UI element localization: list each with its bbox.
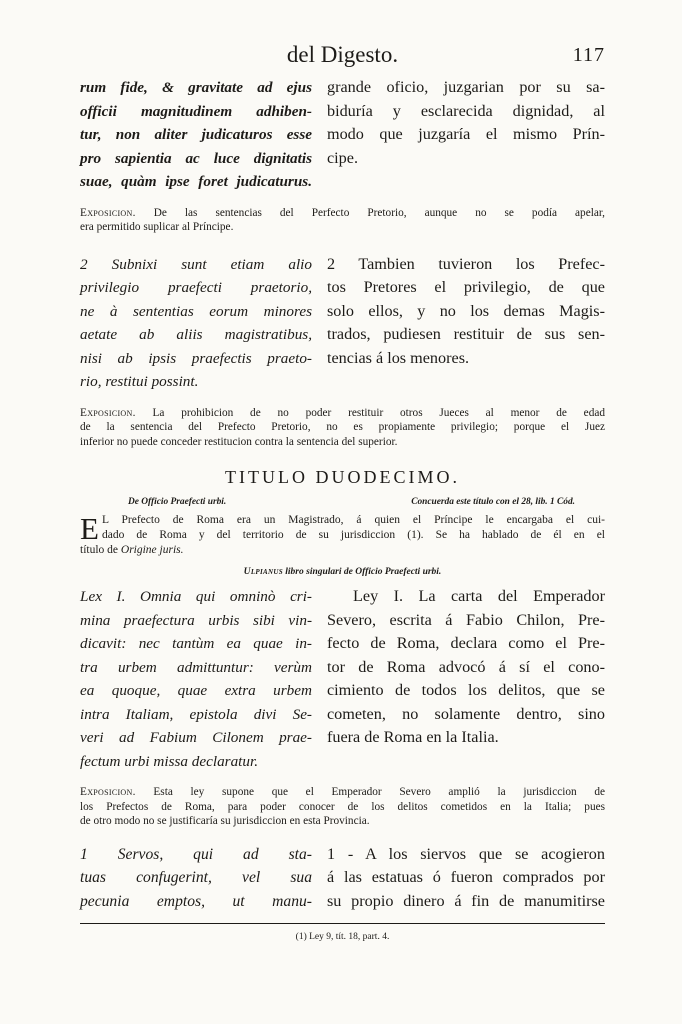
text-line: pecunia emptos, ut manu- <box>80 892 312 910</box>
latin-text-2 <box>80 253 312 394</box>
text-line: Severo, escrita á Fabio Chilon, Pre- <box>327 610 605 629</box>
text-line: cipe. <box>327 148 359 167</box>
text-line: solo ellos, y no los demas Magis- <box>327 301 605 320</box>
work-title: libro singulari de Officio Praefecti urbi. <box>285 567 442 577</box>
exposicion-label: Exposicion. <box>80 206 136 219</box>
text-line: 1 - A los siervos que se acogieron <box>327 844 605 863</box>
text-line: inferior no puede conceder restitucion contra la sentencia del superior. <box>80 435 398 448</box>
text-line: los Prefectos de Roma, para poder conocer de los delitos cometidos en la Italia; pues <box>80 800 605 813</box>
text-line: tur, non aliter judicaturos esse <box>80 126 312 143</box>
citation: Origine juris. <box>120 544 184 556</box>
text-line: ne à sententias eorum minores <box>80 302 312 320</box>
text-line: La prohibicion de no poder restituir otros Jueces al menor de edad <box>152 406 606 419</box>
text-line: 2 Subnixi sunt etiam alio <box>80 255 312 273</box>
text-line: 2 Tambien tuvieron los Prefec- <box>327 254 605 273</box>
spanish-text-2 <box>327 253 605 394</box>
paragraph-pair-3 <box>80 585 605 773</box>
exposicion-2 <box>80 406 605 450</box>
subheading-left: De Officio Praefecti urbi. <box>128 497 227 507</box>
text-line: officii magnitudinem adhiben- <box>80 102 312 120</box>
text-line: fuera de Roma en la Italia. <box>327 728 499 746</box>
paragraph-pair-2 <box>80 253 605 394</box>
text-line: veri ad Fabium Cilonem prae- <box>80 729 312 746</box>
text-line: mina praefectura urbis sibi vin- <box>80 611 312 629</box>
text-line: era permitido suplicar al Príncipe. <box>80 221 234 233</box>
page-header <box>80 42 605 76</box>
spanish-text-1 <box>327 76 605 194</box>
text-line: De las sentencias del Perfecto Pretorio, aunque no se podía apelar, <box>153 206 605 219</box>
text-line: fecto de Roma, declara como el Pre- <box>327 634 605 652</box>
spanish-text-3 <box>327 585 605 773</box>
drop-cap: E <box>80 511 99 546</box>
text-line: modo que juzgaría el mismo Prín- <box>327 125 605 143</box>
chapter-heading: TITULO DUODECIMO. <box>225 467 460 487</box>
exposicion-label: Exposicion. <box>80 406 136 419</box>
text-line: suae, quàm ipse foret judicaturus. <box>80 173 312 190</box>
text-line: fectum urbi missa declaratur. <box>80 752 259 770</box>
author-name: Ulpianus <box>243 567 283 577</box>
running-title: del Digesto. <box>286 42 399 67</box>
text-line: tos Pretores el privilegio, de que <box>327 278 605 296</box>
latin-text-4 <box>80 843 312 914</box>
subheading-right: Concuerda este título con el 28, lib. 1 Cód. <box>411 497 575 507</box>
chapter-subheading <box>80 497 605 507</box>
text-line: rio, restitui possint. <box>80 373 199 390</box>
text-line: cometen, no solamente dentro, sino <box>327 704 605 723</box>
text-line: rum fide, & gravitate ad ejus <box>80 79 312 96</box>
latin-text-3 <box>80 585 312 773</box>
exposicion-label: Exposicion. <box>80 786 136 798</box>
text-line: grande oficio, juzgarian por su sa- <box>327 78 605 96</box>
footnote: (1) Ley 9, tít. 18, part. 4. <box>295 932 390 942</box>
text-line: privilegio praefecti praetorio, <box>80 279 312 296</box>
text-line: 1 Servos, qui ad sta- <box>80 845 312 863</box>
text-line: intra Italiam, epistola divi Se- <box>80 705 312 723</box>
text-line: Ley I. La carta del Emperador <box>353 587 605 605</box>
paragraph-pair-1 <box>80 76 605 194</box>
text-line: tra urbem admittuntur: verùm <box>80 658 312 676</box>
exposicion-3 <box>80 785 605 829</box>
text-line: á las estatuas ó fueron comprados por <box>327 868 605 886</box>
text-line: Esta ley supone que el Emperador Severo amplió la jurisdiccion de <box>153 786 605 798</box>
spanish-text-4 <box>327 843 605 914</box>
text-line: trados, pudiesen restituir de sus sen- <box>327 325 605 343</box>
text-line: dado de Roma y del territorio de su jurisdiccion (1). Se ha hablado de él en el <box>102 529 605 541</box>
book-page <box>80 42 605 942</box>
text-line: de otro modo no se justificaría su jurisdiccion en esta Provincia. <box>80 815 370 827</box>
exposicion-1 <box>80 206 605 235</box>
text-line: de la sentencia del Prefecto Pretorio, no es propiamente privilegio; porque el Juez <box>80 421 605 433</box>
text-line: biduría y esclarecida dignidad, al <box>327 101 605 120</box>
text-line: ea quoque, quae extra urbem <box>80 682 312 699</box>
text-line: cimiento de todos los delitos, que se <box>327 681 605 699</box>
text-line: su propio dinero á fin de manumitirse <box>327 891 605 910</box>
text-line: nisi ab ipsis praefectis praeto- <box>80 349 312 367</box>
latin-text-1 <box>80 76 312 194</box>
page-number: 117 <box>572 44 605 66</box>
text-line: L Prefecto de Roma era un Magistrado, á quien el Príncipe le encargaba el cui- <box>102 514 605 526</box>
text-line: título de <box>80 544 121 556</box>
text-line: Lex I. Omnia qui omninò cri- <box>80 588 312 605</box>
text-line: dicavit: nec tantùm ea quae in- <box>80 635 312 652</box>
text-line: tencias á los menores. <box>327 348 470 367</box>
footnote-divider <box>80 923 605 924</box>
text-line: tor de Roma advocó á sí el cono- <box>327 657 605 676</box>
text-line: pro sapientia ac luce dignitatis <box>80 149 312 167</box>
chapter-intro <box>80 513 605 558</box>
text-line: tuas confugerint, vel sua <box>80 869 312 886</box>
paragraph-pair-4 <box>80 843 605 914</box>
text-line: aetate ab aliis magistratibus, <box>80 326 312 343</box>
source-attribution <box>80 567 605 577</box>
